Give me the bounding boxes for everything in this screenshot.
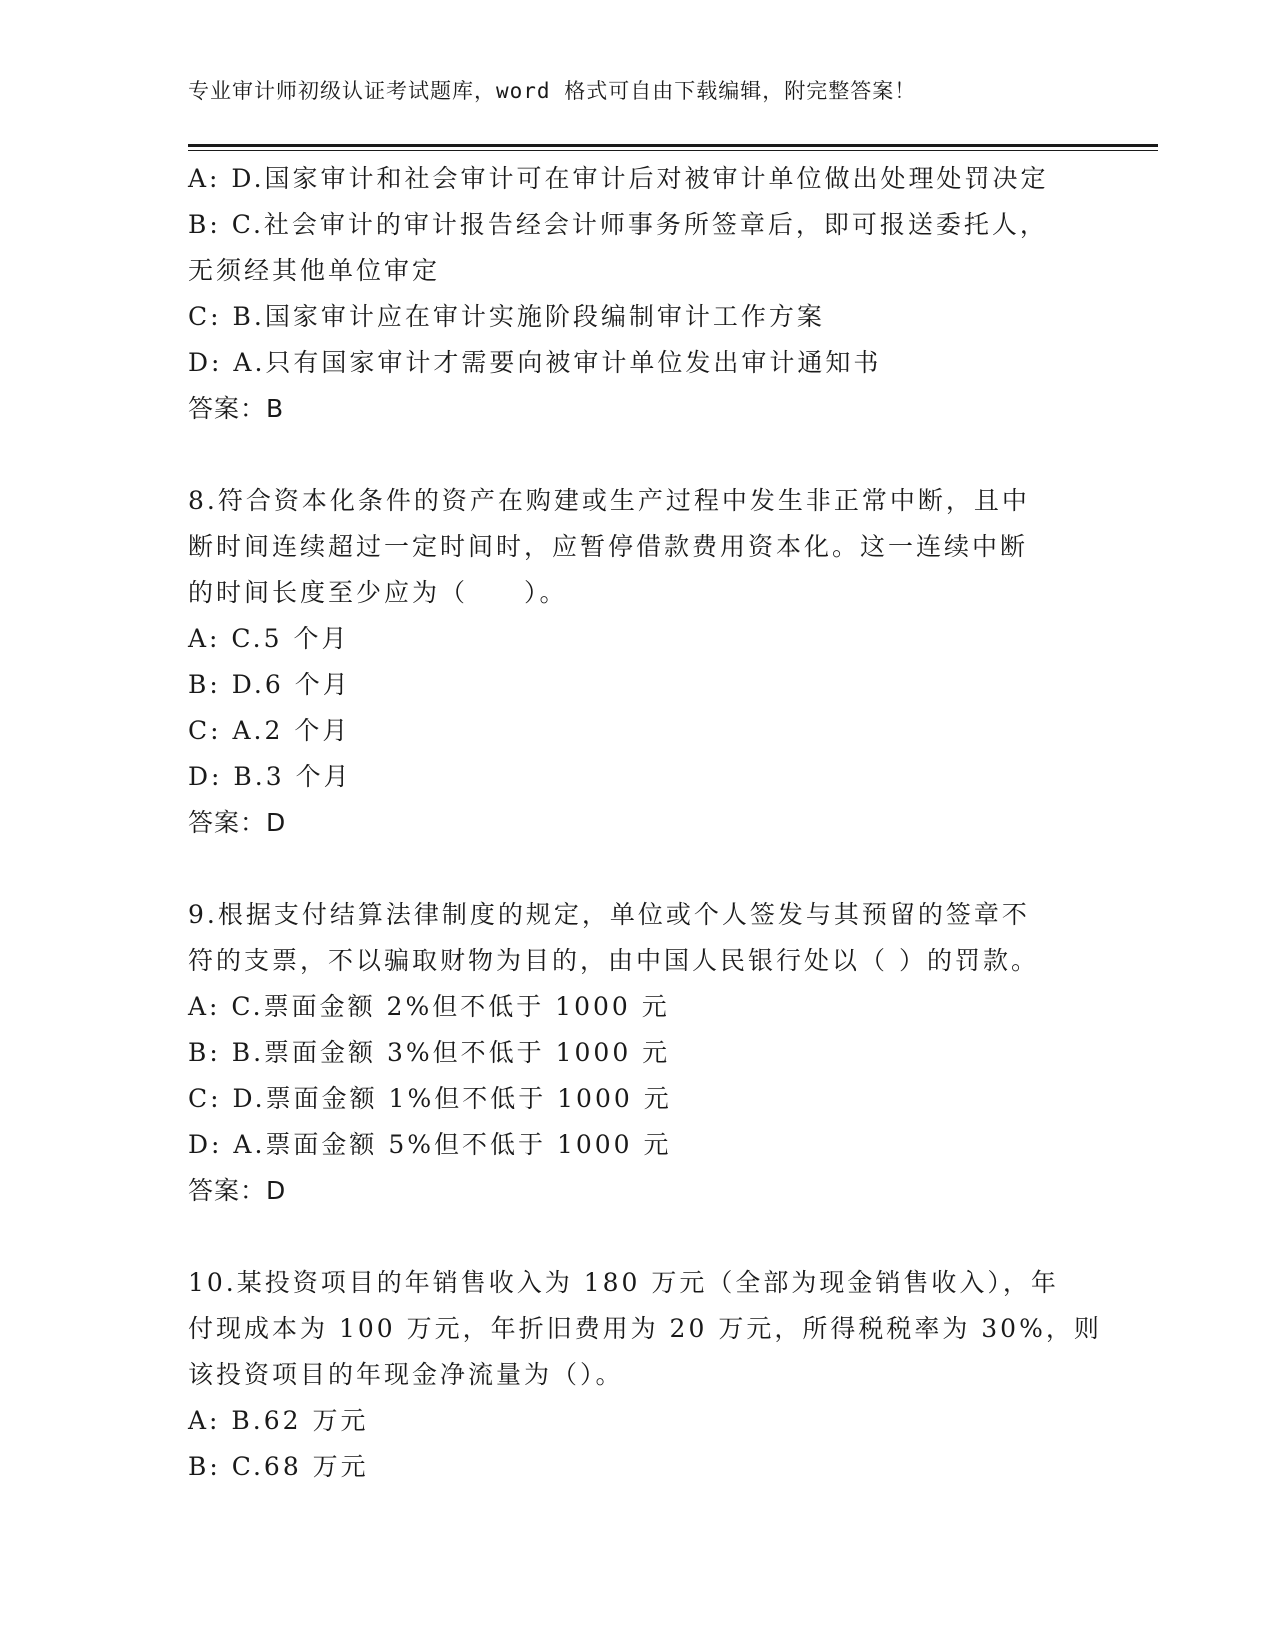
- question-9: [188, 892, 1088, 1214]
- option-line: C: A.2 个月: [188, 716, 351, 745]
- page-header: 专业审计师初级认证考试题库，word 格式可自由下载编辑，附完整答案！: [188, 79, 917, 103]
- answer-line: 答案：D: [188, 1176, 287, 1205]
- question-text-line: 断时间连续超过一定时间时，应暂停借款费用资本化。这一连续中断: [188, 532, 1029, 561]
- question-text-line: 8.符合资本化条件的资产在购建或生产过程中发生非正常中断，且中: [188, 486, 1030, 515]
- option-line: C: D.票面金额 1%但不低于 1000 元: [188, 1084, 672, 1113]
- question-text-line: 付现成本为 100 万元，年折旧费用为 20 万元，所得税税率为 30%，则: [188, 1314, 1102, 1343]
- option-line: D: A.只有国家审计才需要向被审计单位发出审计通知书: [188, 348, 882, 377]
- spacer: [188, 432, 1088, 478]
- option-line: A: B.62 万元: [188, 1406, 369, 1435]
- answer-line: 答案：D: [188, 808, 287, 837]
- header-rule-thick: [188, 144, 1158, 147]
- option-line: 无须经其他单位审定: [188, 256, 441, 285]
- header-rule-thin: [188, 150, 1158, 151]
- question-text-line: 该投资项目的年现金净流量为（）。: [188, 1360, 624, 1389]
- question-text-line: 符的支票，不以骗取财物为目的，由中国人民银行处以（ ）的罚款。: [188, 946, 1039, 975]
- option-line: B: C.68 万元: [188, 1452, 369, 1481]
- question-8: [188, 478, 1088, 846]
- answer-line: 答案：B: [188, 394, 285, 423]
- question-text-line: 9.根据支付结算法律制度的规定，单位或个人签发与其预留的签章不: [188, 900, 1030, 929]
- option-line: A: C.5 个月: [188, 624, 350, 653]
- question-10: [188, 1260, 1102, 1490]
- question-text-line: 的时间长度至少应为（ ）。: [188, 578, 568, 607]
- option-line: D: A.票面金额 5%但不低于 1000 元: [188, 1130, 672, 1159]
- spacer: [188, 846, 1088, 892]
- option-line: B: C.社会审计的审计报告经会计师事务所签章后，即可报送委托人，: [188, 210, 1048, 239]
- question-7: [188, 156, 1088, 432]
- option-line: B: B.票面金额 3%但不低于 1000 元: [188, 1038, 671, 1067]
- spacer: [188, 1214, 1088, 1260]
- option-line: A: D.国家审计和社会审计可在审计后对被审计单位做出处理处罚决定: [188, 164, 1049, 193]
- option-line: C: B.国家审计应在审计实施阶段编制审计工作方案: [188, 302, 825, 331]
- option-line: B: D.6 个月: [188, 670, 351, 699]
- option-line: D: B.3 个月: [188, 762, 352, 791]
- option-line: A: C.票面金额 2%但不低于 1000 元: [188, 992, 670, 1021]
- question-text-line: 10.某投资项目的年销售收入为 180 万元（全部为现金销售收入），年: [188, 1268, 1059, 1297]
- question-content: [188, 156, 1102, 1490]
